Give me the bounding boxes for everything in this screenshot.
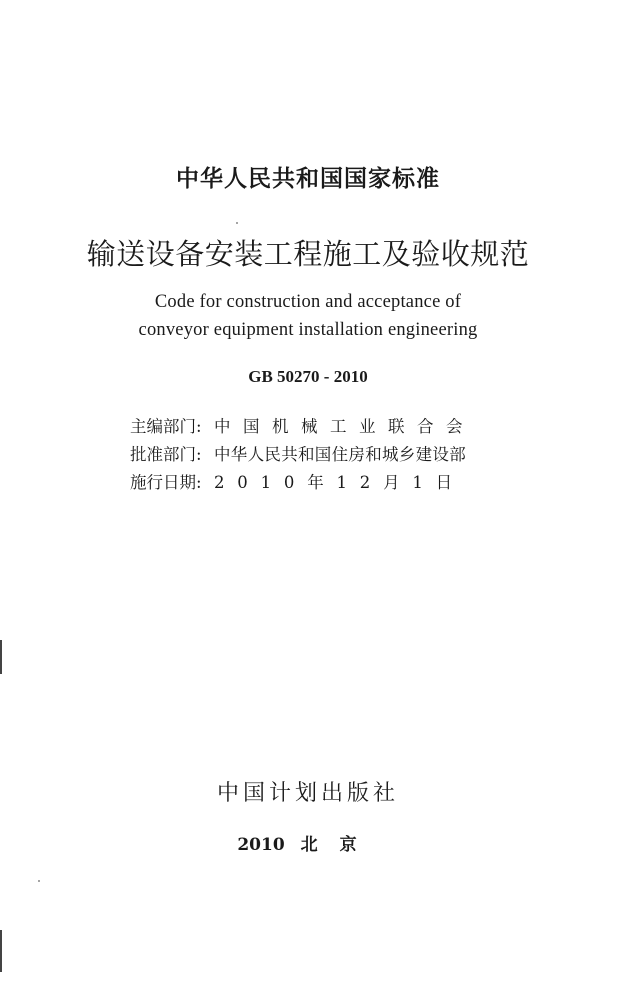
- editor-department-label: 主编部门:: [130, 417, 202, 436]
- english-title-line-1: Code for construction and acceptance of: [154, 292, 462, 312]
- publication-year: 2010: [237, 835, 285, 855]
- effective-date-value: 2010年12月1日: [214, 473, 465, 492]
- standard-number: GB 50270 - 2010: [248, 367, 368, 386]
- scan-speck: [38, 880, 40, 882]
- scan-edge-mark: [0, 640, 2, 674]
- publisher-name: 中国计划出版社: [216, 781, 399, 806]
- editor-department-value: 中国机械工业联合会: [214, 417, 475, 436]
- effective-date-row: [130, 469, 465, 493]
- publication-place: [0, 830, 616, 855]
- english-title-line-2: conveyor equipment installation engineering: [138, 320, 478, 340]
- approval-department-label: 批准部门:: [130, 445, 202, 464]
- national-standard-heading: 中华人民共和国国家标准: [176, 166, 440, 192]
- approval-department-row: [130, 441, 466, 465]
- chinese-title: 输送设备安装工程施工及验收规范: [86, 237, 530, 271]
- scan-speck: [236, 222, 238, 224]
- scan-edge-mark: [0, 930, 2, 972]
- publication-city: 北京: [300, 835, 379, 855]
- approval-department-value: 中华人民共和国住房和城乡建设部: [214, 445, 466, 464]
- effective-date-label: 施行日期:: [130, 473, 202, 492]
- editor-department-row: [130, 413, 475, 437]
